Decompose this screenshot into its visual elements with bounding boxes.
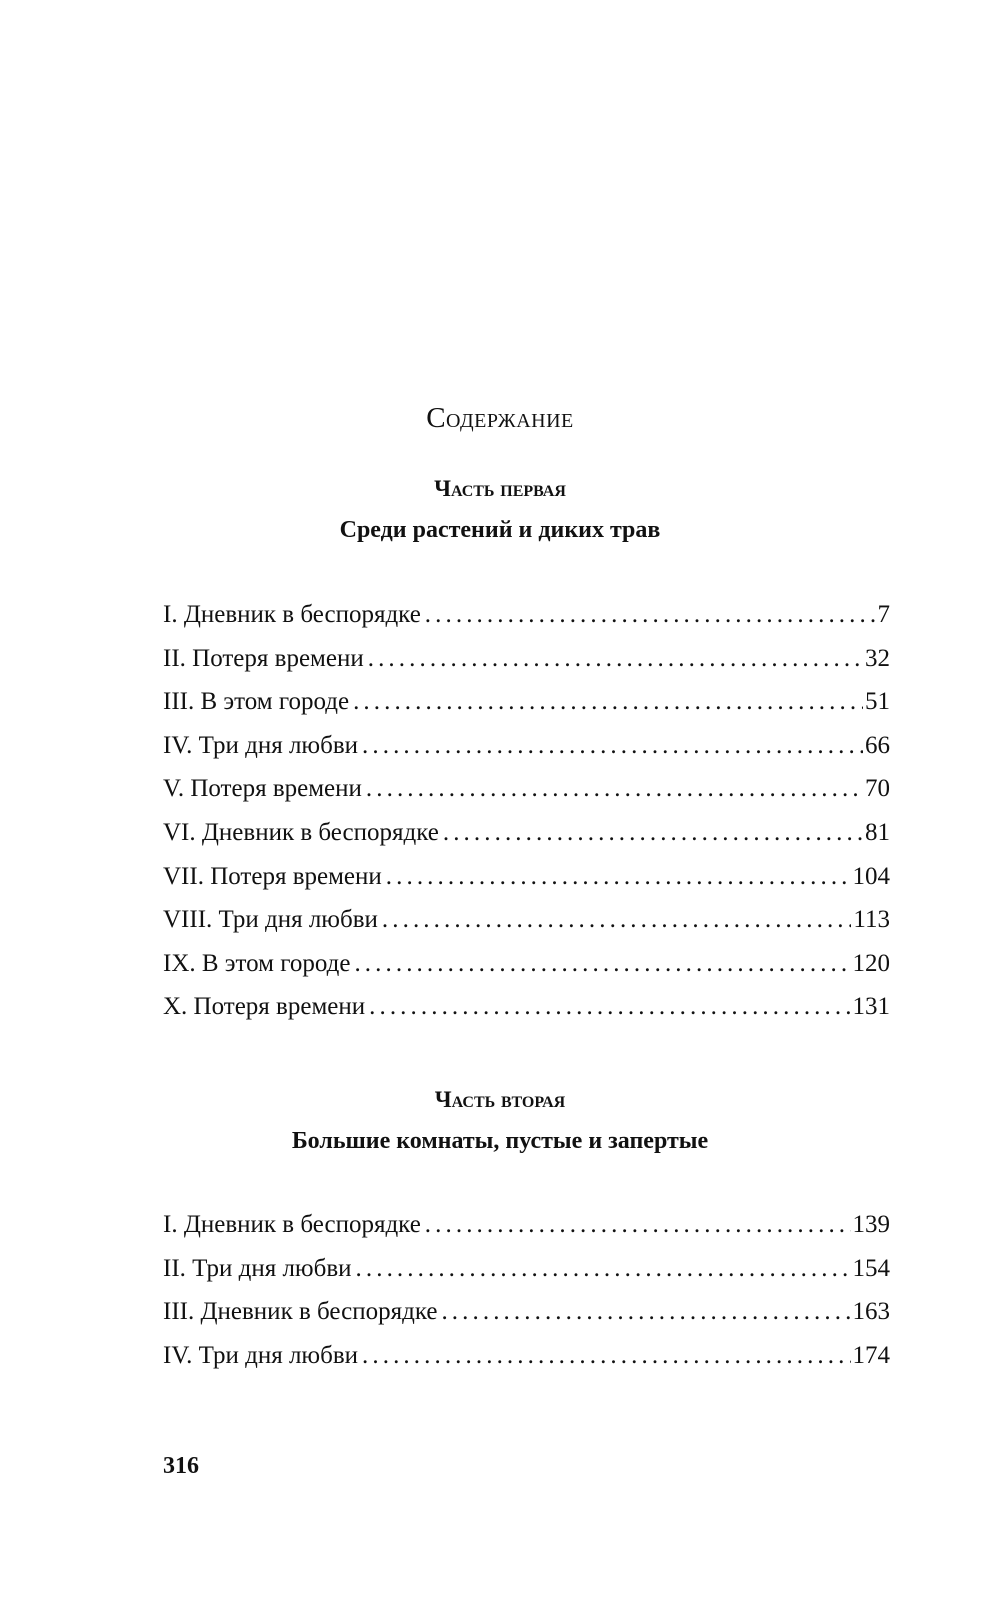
- toc-entry-page: 81: [865, 818, 890, 846]
- toc-entry-title: X. Потеря времени: [163, 993, 366, 1021]
- part-1-label: Часть первая: [434, 476, 566, 501]
- toc-entry-page: 104: [852, 862, 890, 890]
- dot-leader: [362, 724, 863, 768]
- part-1-entry-list: [163, 593, 890, 1029]
- toc-entry[interactable]: [163, 1203, 890, 1247]
- toc-entry-page: 139: [852, 1211, 890, 1238]
- dot-leader: [386, 855, 851, 899]
- dot-leader: [356, 1247, 851, 1291]
- toc-entry-page: 154: [852, 1254, 890, 1282]
- part-2-entry-list: [163, 1203, 890, 1377]
- toc-entry[interactable]: [163, 811, 890, 855]
- toc-entry[interactable]: [163, 855, 890, 899]
- part-2-label: Часть вторая: [434, 1087, 566, 1112]
- toc-entry-title: V. Потеря времени: [163, 775, 362, 803]
- part-1-name: Среди растений и диких трав: [339, 517, 661, 543]
- toc-entry-title: VI. Дневник в беспорядке: [163, 818, 439, 846]
- dot-leader: [354, 942, 850, 986]
- dot-leader: [425, 593, 876, 637]
- toc-entry-page: 66: [865, 731, 890, 759]
- dot-leader: [368, 637, 863, 681]
- toc-entry[interactable]: [163, 985, 890, 1029]
- toc-entry[interactable]: [163, 1247, 890, 1291]
- toc-entry-page: 113: [853, 906, 890, 934]
- toc-entry-page: 70: [865, 775, 890, 803]
- dot-leader: [382, 898, 852, 942]
- dot-leader: [443, 811, 863, 855]
- toc-entry-page: 163: [852, 1298, 890, 1326]
- toc-entry[interactable]: [163, 724, 890, 768]
- toc-entry-title: IV. Три дня любви: [163, 1341, 359, 1369]
- toc-entry-title: III. Дневник в беспорядке: [163, 1298, 438, 1326]
- toc-entry-title: I. Дневник в беспорядке: [163, 601, 421, 628]
- toc-entry[interactable]: [163, 680, 890, 724]
- toc-entry-title: II. Потеря времени: [163, 644, 364, 672]
- toc-entry-title: VII. Потеря времени: [163, 862, 382, 890]
- toc-entry-page: 7: [877, 601, 890, 628]
- toc-entry-page: 174: [852, 1341, 890, 1369]
- dot-leader: [362, 1334, 850, 1378]
- toc-entry-title: I. Дневник в беспорядке: [163, 1211, 421, 1238]
- dot-leader: [366, 767, 863, 811]
- toc-entry-title: IX. В этом городе: [163, 949, 351, 977]
- toc-entry-title: II. Три дня любви: [163, 1254, 352, 1282]
- toc-entry-title: IV. Три дня любви: [163, 731, 359, 759]
- dot-leader: [441, 1290, 850, 1334]
- page-number: 316: [163, 1453, 199, 1479]
- toc-entry-page: 120: [852, 949, 890, 977]
- toc-entry-title: III. В этом городе: [163, 688, 350, 716]
- toc-entry[interactable]: [163, 637, 890, 681]
- dot-leader: [353, 680, 863, 724]
- toc-entry-page: 51: [865, 688, 890, 716]
- toc-entry[interactable]: [163, 767, 890, 811]
- toc-entry-page: 32: [865, 644, 890, 672]
- toc-entry[interactable]: [163, 898, 890, 942]
- toc-entry[interactable]: [163, 1290, 890, 1334]
- toc-entry-title: VIII. Три дня любви: [163, 906, 378, 934]
- toc-entry-page: 131: [852, 993, 890, 1021]
- part-2-name: Большие комнаты, пустые и запертые: [291, 1128, 709, 1154]
- dot-leader: [369, 985, 850, 1029]
- toc-entry[interactable]: [163, 1334, 890, 1378]
- dot-leader: [425, 1203, 851, 1247]
- toc-entry[interactable]: [163, 593, 890, 637]
- page-title: Содержание: [426, 402, 574, 434]
- toc-entry[interactable]: [163, 942, 890, 986]
